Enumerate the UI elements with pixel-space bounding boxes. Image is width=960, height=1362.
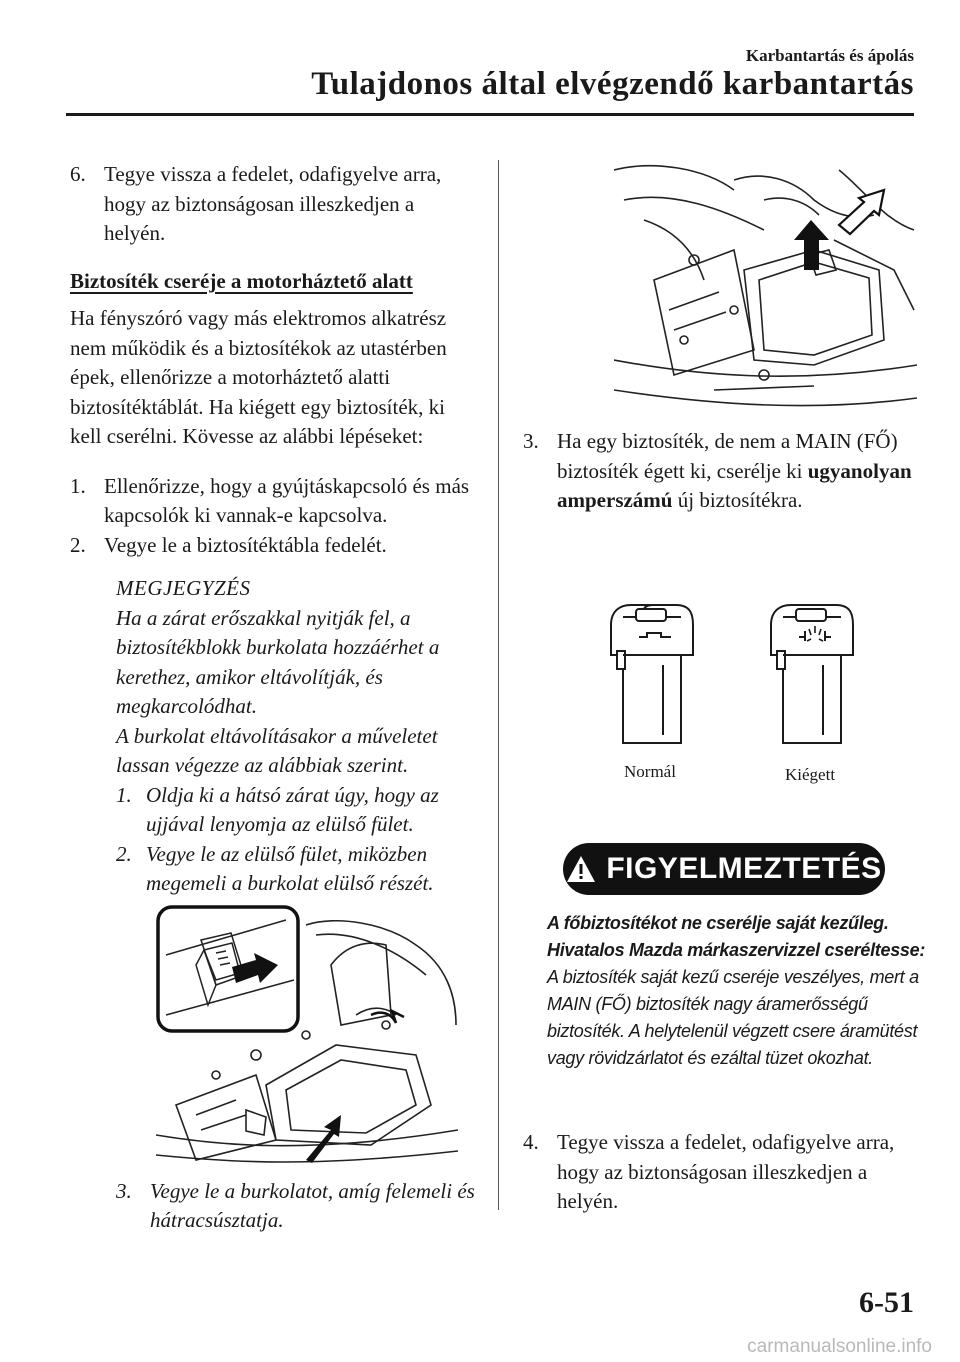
note-text: Ha a zárat erőszakkal nyitják fel, a biztosítékblokk burkolata hozzáérhet a kerethez, amikor eltávolítják, és megkarcolódhat. [116,605,440,718]
normal-fuse-icon [611,605,693,743]
step-2 [70,531,480,561]
fuse-box-lift-illustration [614,160,917,420]
warning-triangle-icon [566,855,596,883]
step-number: 1. [70,473,86,498]
step-text-part: Ha egy biztosíték, de nem a MAIN (FŐ) biztosíték égett ki, cserélje ki [557,429,898,483]
step-4 [523,1128,918,1217]
note-title: MEGJEGYZÉS [116,576,251,600]
warning-banner [563,843,885,895]
step-text: Oldja ki a hátsó zárat úgy, hogy az ujjával lenyomja az elülső fület. [146,782,439,836]
fuse-label-normal: Normál [624,762,676,781]
step-text: Vegye le az elülső fület, miközben megemeli a burkolat elülső részét. [146,841,434,895]
step-1 [70,472,480,531]
page-title: Tulajdonos által elvégzendő karbantartás [311,66,914,102]
warning-title: FIGYELMEZTETÉS [606,852,882,886]
warning-body [547,910,932,1072]
intro-paragraph: Ha fényszóró vagy más elektromos alkatrész nem működik és a biztosítékok az utastérben épek, ellenőrizze a motorháztető alatti biztosítéktáblát. Ha kiégett egy biztosíték, ki kell cserélni. Kövesse az alábbi lépéseket: [70,306,447,448]
fuse-label-blown: Kiégett [785,765,836,784]
step-number: 3. [116,1178,132,1203]
section-subheading: Biztosíték cseréje a motorháztető alatt [70,268,413,293]
step-text: Vegye le a burkolatot, amíg felemeli és hátracsúsztatja. [150,1178,475,1232]
step-3 [523,427,918,516]
header-section: Karbantartás és ápolás [745,46,914,65]
fuse-cover-removal-illustration [156,905,458,1169]
page-number: 6-51 [859,1286,914,1319]
header-rule [66,113,914,116]
step-6 [70,160,480,249]
step-number: 1. [116,782,132,807]
note-step-2 [116,840,480,899]
note-step-3 [116,1177,480,1236]
step-text: Tegye vissza a fedelet, odafigyelve arra, hogy az biztonságosan illeszkedjen a helyén. [557,1130,895,1213]
warning-text: A biztosíték saját kezű cseréje veszélyes, mert a MAIN (FŐ) biztosíték nagy áramerősségű biztosíték. A helytelenül végzett csere áramütést vagy rövidzárlatot és ezáltal tüzet okozhat. [547,967,919,1068]
step-number: 2. [116,841,132,866]
column-divider [498,160,499,1210]
step-text: Ellenőrizze, hogy a gyújtáskapcsoló és más kapcsolók ki vannak-e kapcsolva. [104,473,470,527]
left-column [70,160,480,1236]
note-step-1 [116,781,480,840]
step-number: 3. [523,429,539,453]
step-text [557,427,918,516]
step-number: 2. [70,532,86,557]
note-text-2: A burkolat eltávolításakor a műveletet lassan végezze az alábbiak szerint. [116,723,438,777]
step-text: Tegye vissza a fedelet, odafigyelve arra, hogy az biztonságosan illeszkedjen a helyén. [104,162,442,245]
blown-fuse-icon [771,605,853,743]
step-text-emphasis: ugyanolyan amperszámú [557,458,912,512]
step-number: 4. [523,1130,539,1154]
step-text-part: új biztosítékra. [672,488,803,512]
step-number: 6. [70,162,86,186]
step-text: Vegye le a biztosítéktábla fedelét. [104,532,387,557]
watermark: carmanualsonline.info [747,1336,932,1357]
warning-bold-text: A főbiztosítékot ne cserélje saját kezűleg. Hivatalos Mazda márkaszervizzel cseréltesse: [547,913,926,960]
note-block [116,574,480,899]
